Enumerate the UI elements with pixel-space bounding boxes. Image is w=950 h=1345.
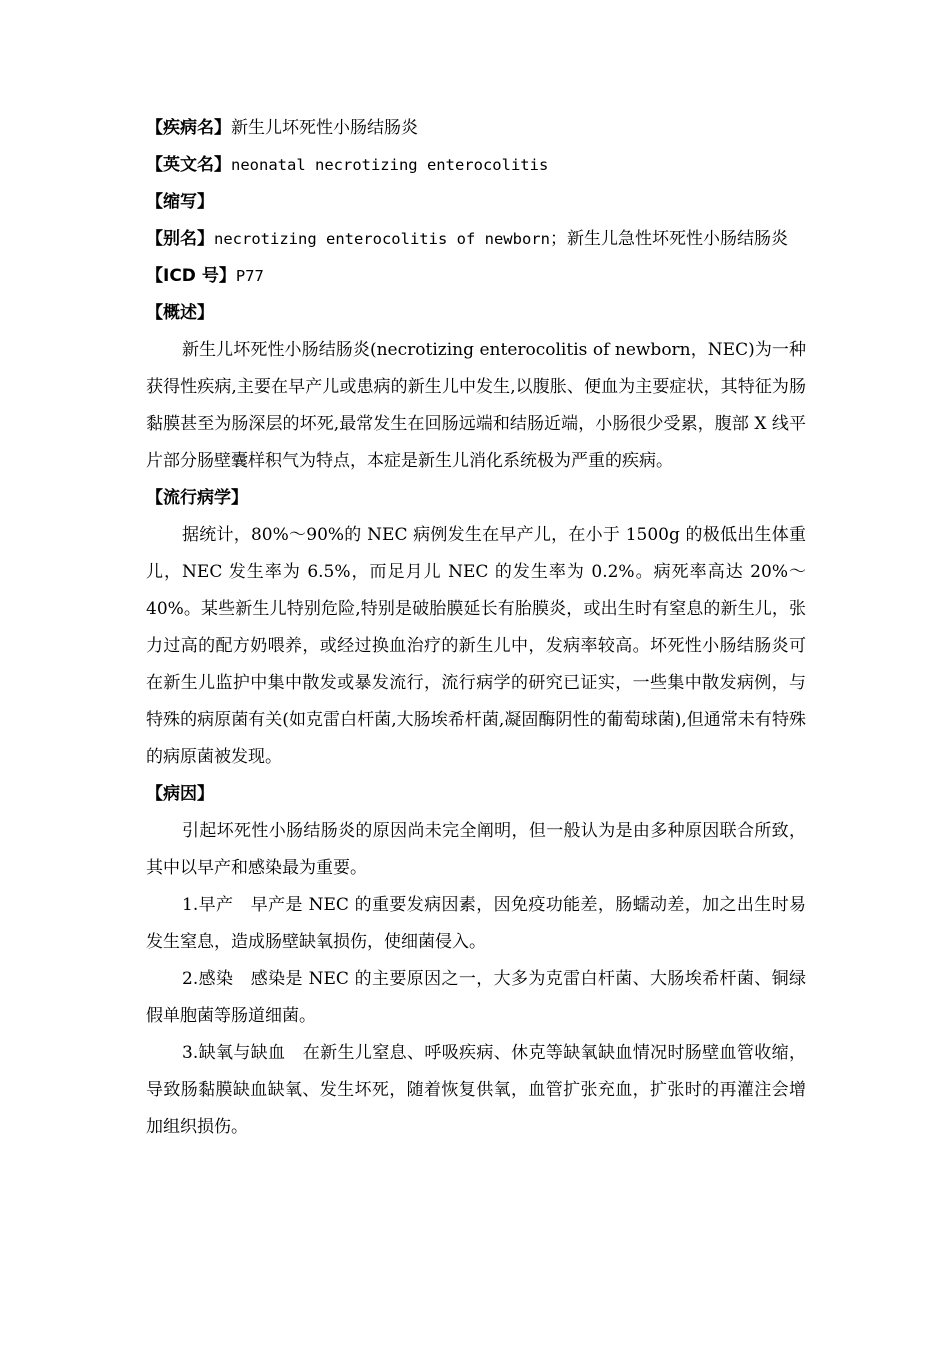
etiology-item-premature: 1.早产 早产是 NEC 的重要发病因素，因免疫功能差，肠蠕动差，加之出生时易发生窒息，造成肠壁缺氧损伤，使细菌侵入。 — [146, 895, 806, 952]
epidemiology-heading — [146, 480, 806, 517]
overview-heading — [146, 295, 806, 332]
icd-value: P77 — [235, 267, 264, 285]
etiology-heading — [146, 776, 806, 813]
english-name-value: neonatal necrotizing enterocolitis — [231, 156, 549, 174]
etiology-item-hypoxia: 3.缺氧与缺血 在新生儿窒息、呼吸疾病、休克等缺氧缺血情况时肠壁血管收缩，导致肠黏膜缺血缺氧、发生坏死，随着恢复供氧，血管扩张充血，扩张时的再灌注会增加组织损伤。 — [146, 1043, 806, 1137]
disease-name-row — [146, 110, 806, 147]
overview-paragraph: 新生儿坏死性小肠结肠炎(necrotizing enterocolitis of newborn，NEC)为一种获得性疾病,主要在早产儿或患病的新生儿中发生,以腹胀、便血为主要症状，其特征为肠黏膜甚至为肠深层的坏死,最常发生在回肠远端和结肠近端，小肠很少受累，腹部 X 线平片部分肠壁囊样积气为特点，本症是新生儿消化系统极为严重的疾病。 — [146, 340, 806, 471]
alias-label: 【别名】 — [146, 229, 214, 249]
english-name-row — [146, 147, 806, 184]
etiology-item-infection: 2.感染 感染是 NEC 的主要原因之一，大多为克雷白杆菌、大肠埃希杆菌、铜绿假单胞菌等肠道细菌。 — [146, 969, 806, 1026]
alias-row — [146, 221, 806, 258]
alias-value-english: necrotizing enterocolitis of newborn — [214, 230, 550, 248]
etiology-heading-text: 【病因】 — [146, 784, 214, 804]
alias-value-chinese: ；新生儿急性坏死性小肠结肠炎 — [549, 229, 788, 249]
epidemiology-heading-text: 【流行病学】 — [146, 488, 248, 508]
disease-name-value: 新生儿坏死性小肠结肠炎 — [231, 118, 418, 138]
disease-name-label: 【疾病名】 — [146, 118, 231, 138]
abbreviation-row — [146, 184, 806, 221]
etiology-intro-paragraph: 引起坏死性小肠结肠炎的原因尚未完全阐明，但一般认为是由多种原因联合所致，其中以早产和感染最为重要。 — [146, 821, 806, 878]
english-name-label: 【英文名】 — [146, 155, 231, 175]
icd-row — [146, 258, 806, 295]
abbreviation-label: 【缩写】 — [146, 192, 214, 212]
document-page — [146, 110, 806, 1146]
overview-heading-text: 【概述】 — [146, 303, 214, 323]
icd-label: 【ICD 号】 — [146, 266, 236, 286]
epidemiology-paragraph: 据统计，80%～90%的 NEC 病例发生在早产儿，在小于 1500g 的极低出生体重儿，NEC 发生率为 6.5%，而足月儿 NEC 的发生率为 0.2%。病死率高达 20%～40%。某些新生儿特别危险,特别是破胎膜延长有胎膜炎，或出生时有窒息的新生儿，张力过高的配方奶喂养，或经过换血治疗的新生儿中，发病率较高。坏死性小肠结肠炎可在新生儿监护中集中散发或暴发流行，流行病学的研究已证实，一些集中散发病例，与特殊的病原菌有关(如克雷白杆菌,大肠埃希杆菌,凝固酶阴性的葡萄球菌),但通常未有特殊的病原菌被发现。 — [146, 525, 806, 767]
